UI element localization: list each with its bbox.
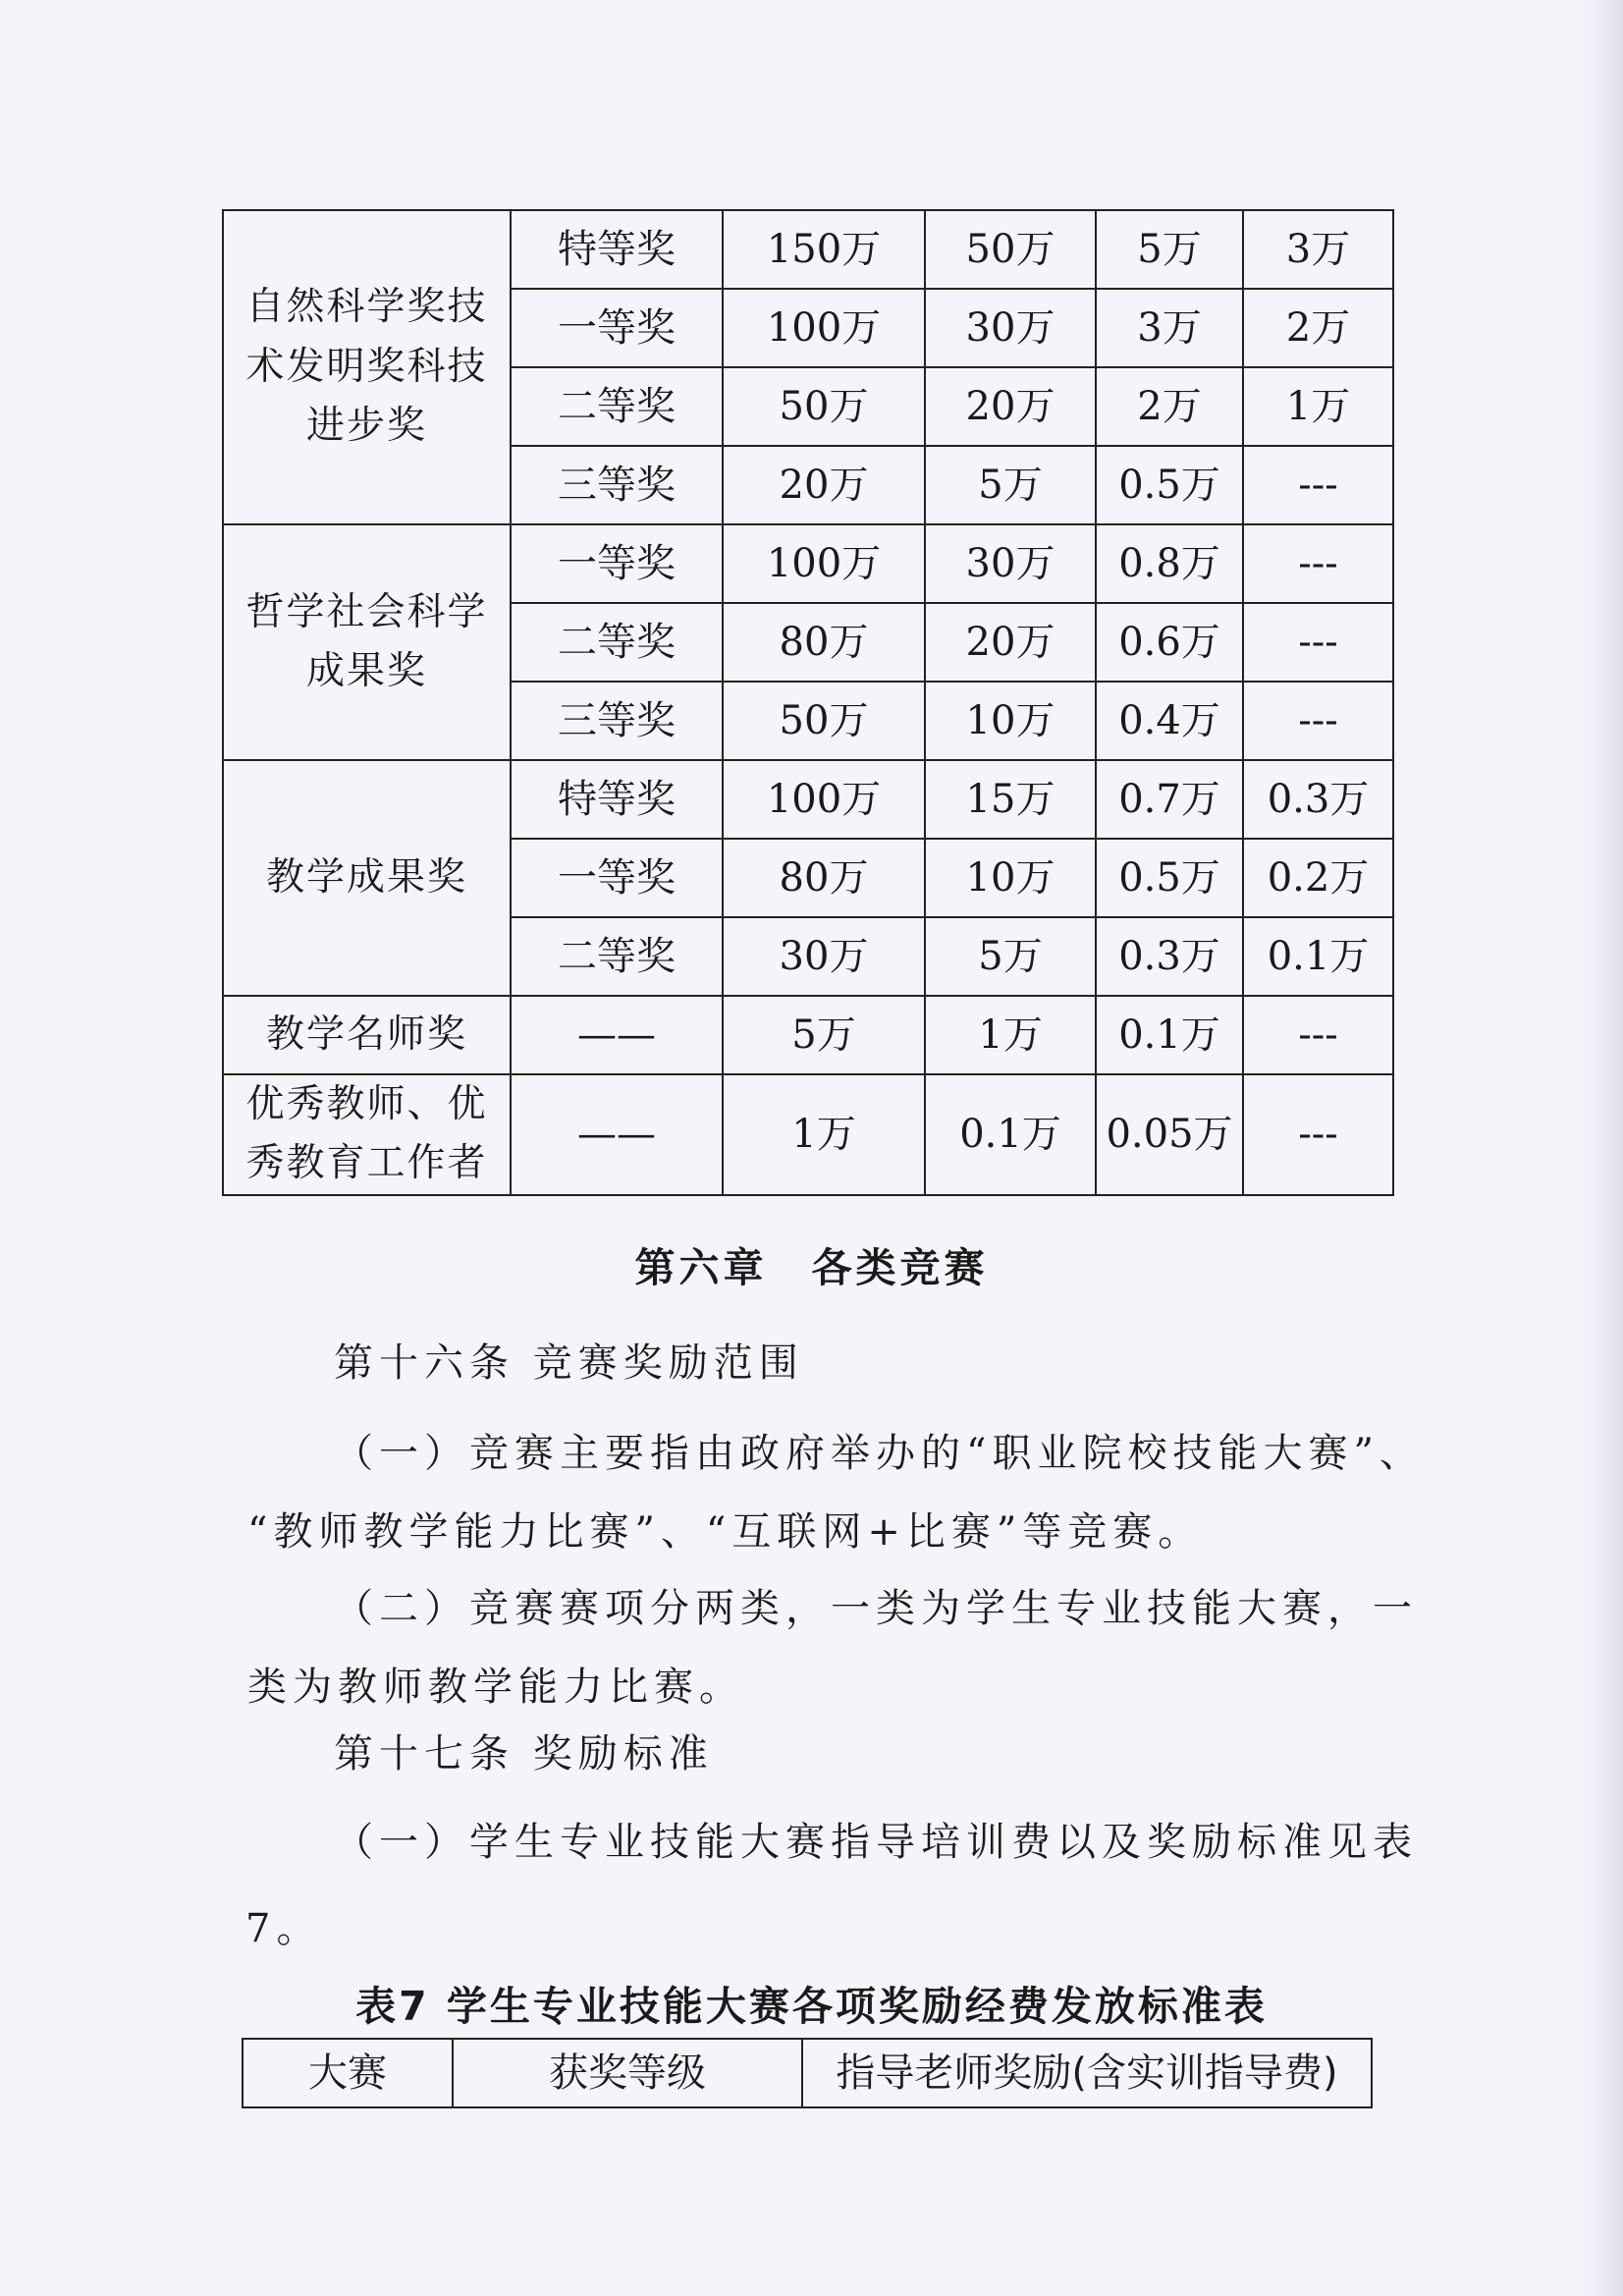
award-amount-cell: 0.4万 xyxy=(1096,682,1243,760)
award-amount-cell: 0.3万 xyxy=(1096,917,1243,996)
award-amount-cell: 0.5万 xyxy=(1096,446,1243,524)
award-level-cell: 一等奖 xyxy=(511,839,723,917)
award-amount-cell: 100万 xyxy=(723,760,925,839)
award-amount-cell: 1万 xyxy=(1243,367,1393,446)
award-amount-cell: 15万 xyxy=(925,760,1096,839)
award-amount-cell: 0.1万 xyxy=(1096,996,1243,1074)
award-table-row xyxy=(223,524,1393,603)
award-level-cell: 二等奖 xyxy=(511,917,723,996)
article-17-title: 第十七条 奖励标准 xyxy=(334,1731,714,1777)
award-amount-cell: --- xyxy=(1243,446,1393,524)
award-amount-cell: 80万 xyxy=(723,603,925,682)
award-table-row xyxy=(223,1074,1393,1195)
award-amount-cell: 30万 xyxy=(925,524,1096,603)
award-level-cell: 三等奖 xyxy=(511,682,723,760)
award-level-cell: —— xyxy=(511,1074,723,1195)
award-amount-cell: 5万 xyxy=(925,446,1096,524)
award-category-cell: 哲学社会科学成果奖 xyxy=(223,524,511,760)
award-category-cell: 教学成果奖 xyxy=(223,760,511,996)
award-amount-cell: 0.05万 xyxy=(1096,1074,1243,1195)
award-amount-cell: 0.2万 xyxy=(1243,839,1393,917)
award-level-cell: 一等奖 xyxy=(511,289,723,367)
award-amount-cell: 0.1万 xyxy=(1243,917,1393,996)
award-amount-cell: 5万 xyxy=(1096,210,1243,289)
award-level-cell: 二等奖 xyxy=(511,367,723,446)
award-amount-cell: 0.6万 xyxy=(1096,603,1243,682)
article-16-title: 第十六条 竞赛奖励范围 xyxy=(334,1340,804,1386)
table-7-header-row xyxy=(243,2039,1372,2107)
award-amount-cell: 20万 xyxy=(925,367,1096,446)
award-level-cell: 二等奖 xyxy=(511,603,723,682)
award-amount-cell: 0.3万 xyxy=(1243,760,1393,839)
article-16-item-2-line-2: 类为教师教学能力比赛。 xyxy=(247,1665,744,1710)
award-table-row xyxy=(223,760,1393,839)
award-amount-cell: --- xyxy=(1243,996,1393,1074)
award-level-cell: 三等奖 xyxy=(511,446,723,524)
award-amount-cell: 30万 xyxy=(925,289,1096,367)
award-standard-table xyxy=(222,209,1394,1196)
award-amount-cell: 20万 xyxy=(723,446,925,524)
award-amount-cell: 0.7万 xyxy=(1096,760,1243,839)
award-amount-cell: 10万 xyxy=(925,839,1096,917)
table-7-title: 表7 学生专业技能大赛各项奖励经费发放标准表 xyxy=(355,1983,1268,2030)
award-level-cell: 一等奖 xyxy=(511,524,723,603)
table-7 xyxy=(242,2038,1373,2108)
award-amount-cell: 3万 xyxy=(1096,289,1243,367)
article-16-item-1-line-2: “教师教学能力比赛”、“互联网+比赛”等竞赛。 xyxy=(247,1509,1204,1555)
award-amount-cell: --- xyxy=(1243,603,1393,682)
award-amount-cell: --- xyxy=(1243,524,1393,603)
award-amount-cell: --- xyxy=(1243,682,1393,760)
award-amount-cell: 100万 xyxy=(723,524,925,603)
award-amount-cell: 30万 xyxy=(723,917,925,996)
award-amount-cell: 20万 xyxy=(925,603,1096,682)
award-amount-cell: 1万 xyxy=(723,1074,925,1195)
award-category-cell: 自然科学奖技术发明奖科技进步奖 xyxy=(223,210,511,524)
award-amount-cell: 0.5万 xyxy=(1096,839,1243,917)
award-amount-cell: 2万 xyxy=(1096,367,1243,446)
table-7-header-competition: 大赛 xyxy=(243,2039,453,2107)
award-amount-cell: 5万 xyxy=(723,996,925,1074)
article-17-item-1-line-1: （一）学生专业技能大赛指导培训费以及奖励标准见表 xyxy=(334,1820,1418,1865)
chapter-heading: 第六章 各类竞赛 xyxy=(634,1244,989,1291)
award-amount-cell: 0.8万 xyxy=(1096,524,1243,603)
award-category-cell: 优秀教师、优秀教育工作者 xyxy=(223,1074,511,1195)
award-amount-cell: 50万 xyxy=(723,682,925,760)
table-7-header-advisor-reward: 指导老师奖励(含实训指导费) xyxy=(802,2039,1372,2107)
award-amount-cell: 2万 xyxy=(1243,289,1393,367)
award-table-row xyxy=(223,996,1393,1074)
award-level-cell: —— xyxy=(511,996,723,1074)
award-amount-cell: --- xyxy=(1243,1074,1393,1195)
award-category-cell: 教学名师奖 xyxy=(223,996,511,1074)
award-amount-cell: 50万 xyxy=(925,210,1096,289)
award-amount-cell: 1万 xyxy=(925,996,1096,1074)
award-table-row xyxy=(223,210,1393,289)
table-7-header-award-level: 获奖等级 xyxy=(453,2039,802,2107)
award-amount-cell: 10万 xyxy=(925,682,1096,760)
award-level-cell: 特等奖 xyxy=(511,760,723,839)
award-amount-cell: 50万 xyxy=(723,367,925,446)
scan-shadow xyxy=(1584,0,1623,2296)
award-amount-cell: 5万 xyxy=(925,917,1096,996)
award-amount-cell: 0.1万 xyxy=(925,1074,1096,1195)
article-17-item-1-line-2: 7。 xyxy=(245,1906,322,1951)
award-amount-cell: 100万 xyxy=(723,289,925,367)
award-level-cell: 特等奖 xyxy=(511,210,723,289)
article-16-item-2-line-1: （二）竞赛赛项分两类，一类为学生专业技能大赛，一 xyxy=(334,1586,1418,1631)
article-16-item-1-line-1: （一）竞赛主要指由政府举办的“职业院校技能大赛”、 xyxy=(334,1431,1425,1476)
award-amount-cell: 80万 xyxy=(723,839,925,917)
award-amount-cell: 3万 xyxy=(1243,210,1393,289)
award-amount-cell: 150万 xyxy=(723,210,925,289)
